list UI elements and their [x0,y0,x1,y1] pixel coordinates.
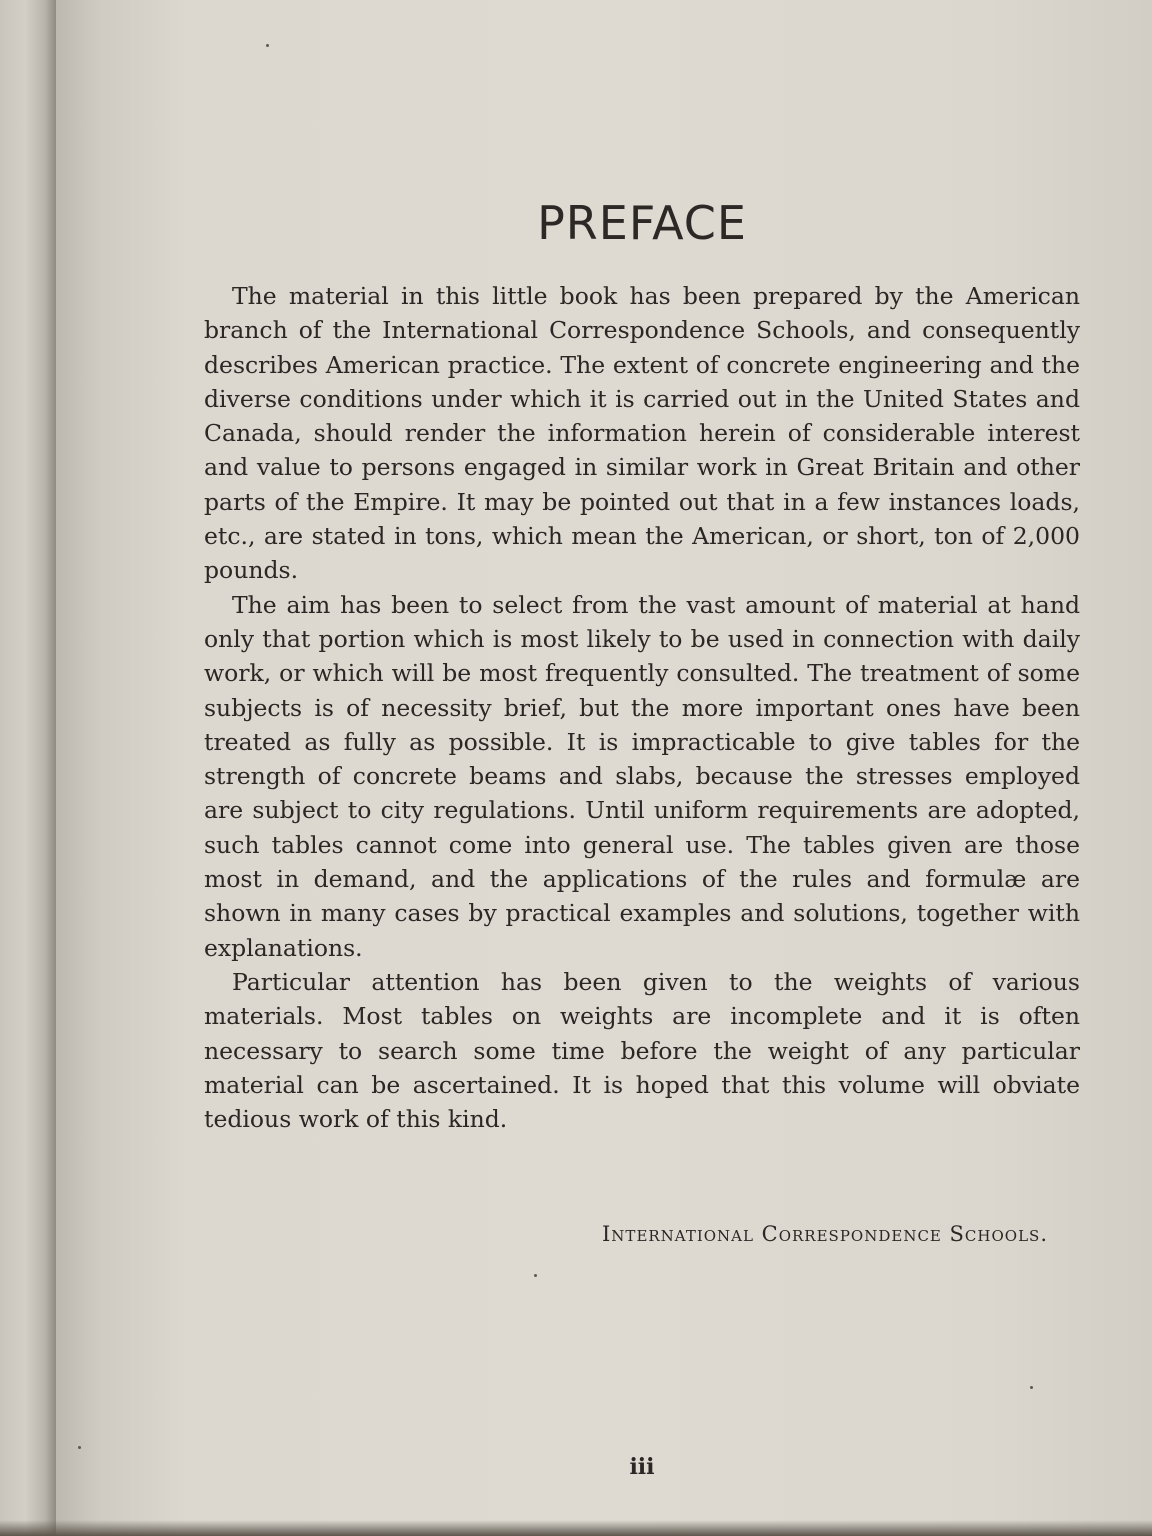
paragraph-2: The aim has been to select from the vast amount of material at hand only that portion which is most likely to be used in connection with daily work, or which will be most frequently consulted. The treatment of some subjects is of necessity brief, but the more important ones have been treated as fully as possible. It is impracticable to give tables for the strength of concrete beams and slabs, because the stresses employed are subject to city regulations. Until uniform requirements are adopted, such tables cannot come into general use. The tables given are those most in demand, and the applications of the rules and formulæ are shown in many cases by practical examples and solutions, together with explanations. [204,590,1080,962]
paragraph-3: Particular attention has been given to the weights of various materials. Most tables on weights are incomplete and it is often necessary to search some time before the weight of any particular material can be ascertained. It is hoped that this volume will obviate tedious work of this kind. [204,967,1080,1134]
book-page [56,0,1152,1536]
page-bottom-shadow [0,1520,1152,1536]
paper-speck [1030,1386,1033,1389]
preface-body [204,279,1080,1136]
adjacent-page-edge [0,0,56,1536]
paper-speck [78,1446,81,1449]
paper-speck [534,1274,537,1277]
page-title: PREFACE [537,196,747,250]
paragraph-1: The material in this little book has been prepared by the American branch of the International Correspondence Schools, and consequently describes American practice. The extent of concrete engineering and the diverse conditions under which it is carried out in the United States and Canada, should render the information herein of considerable interest and value to persons engaged in similar work in Great Britain and other parts of the Empire. It may be pointed out that in a few instances loads, etc., are stated in tons, which mean the American, or short, ton of 2,000 pounds. [204,282,1080,585]
signature: International Correspondence Schools. [602,1222,1048,1246]
paper-speck [266,44,269,47]
page-number: iii [629,1454,655,1480]
